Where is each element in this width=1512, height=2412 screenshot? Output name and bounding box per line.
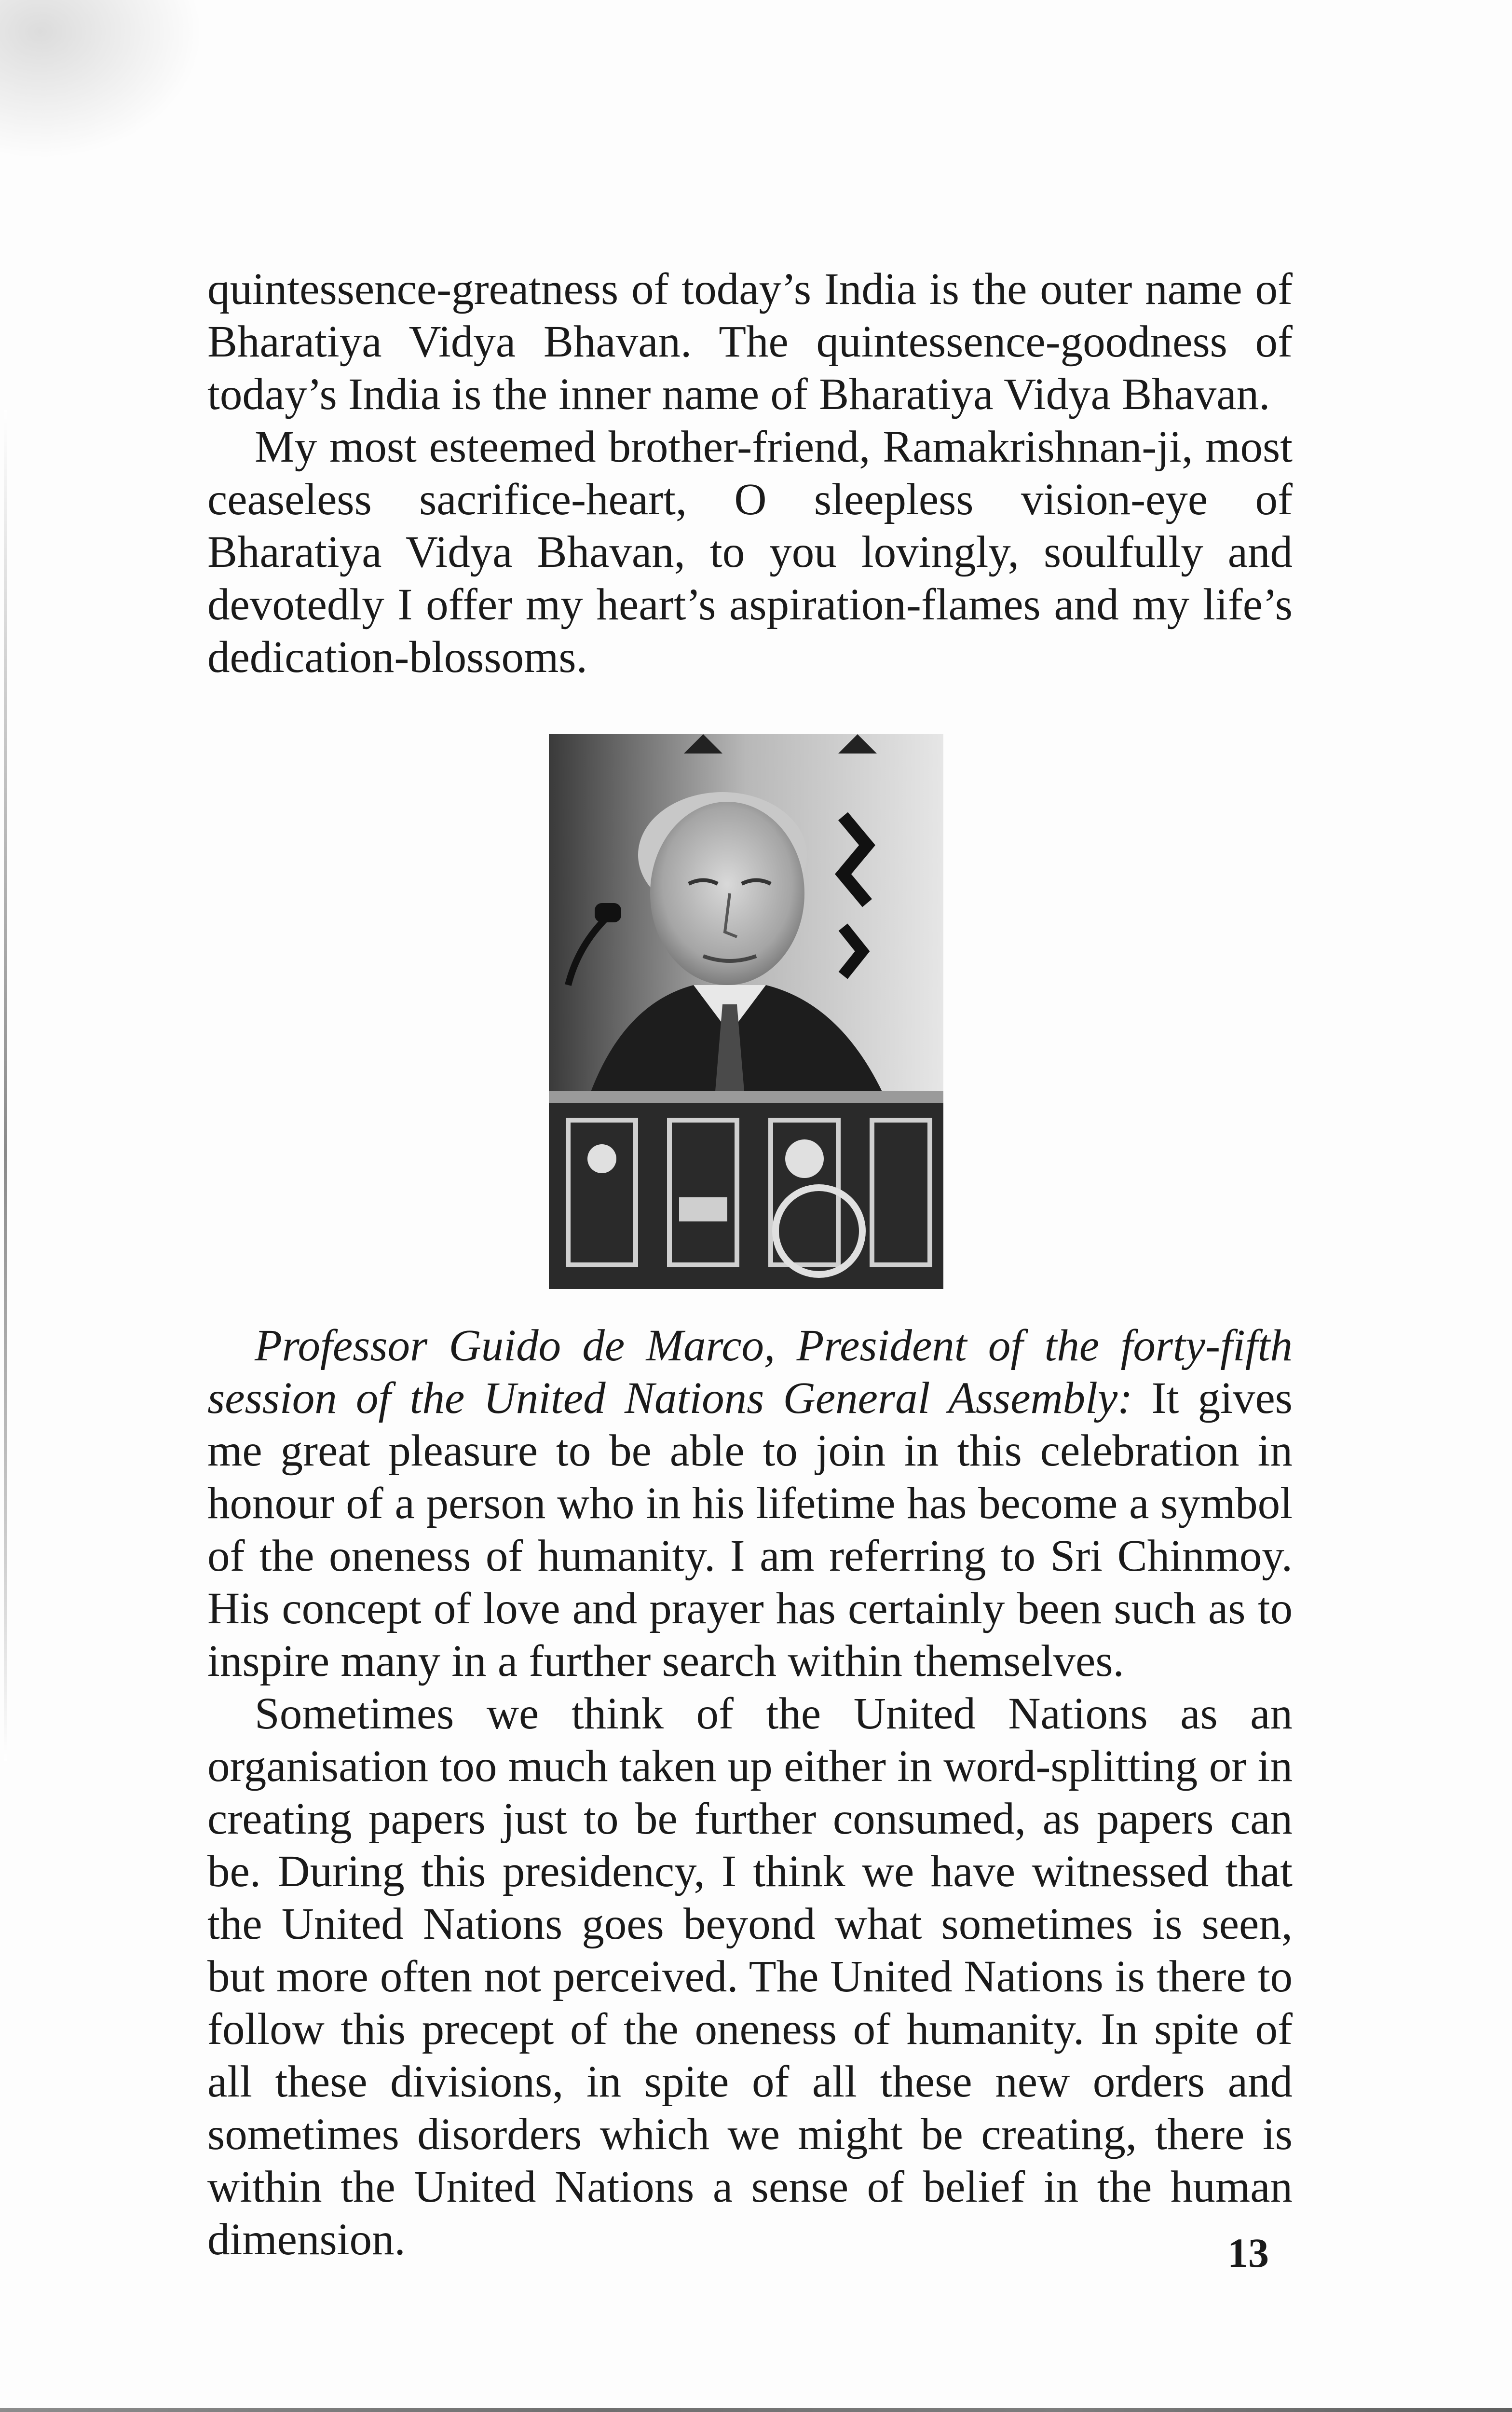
paragraph-united-nations: Sometimes we think of the United Nations as an organisation too much taken up either in word-splitting or in creating papers just to be further consumed, as papers can be. During this presidency, I think we have witnessed that the United Nations goes beyond what sometimes is seen, but more often not perceived. The United Nations is there to follow this precept of the oneness of humanity. In spite of all these divisions, in spite of all these new orders and sometimes disorders which we might be creating, there is within the United Nations a sense of belief in the human dimension. bbox=[207, 1689, 1293, 2264]
speaker-text: It gives me great pleasure to be able to join in this celebration in honour of a person who in his lifetime has become a symbol of the oneness of humanity. I am referring to Sri Chinmoy. His concept of love and prayer has certainly been such as to inspire many in a further search within themselves. bbox=[207, 1373, 1293, 1686]
speaker-paragraph bbox=[207, 1319, 1293, 1687]
portrait-photo bbox=[549, 734, 943, 1289]
bottom-text-block bbox=[207, 1319, 1293, 2266]
paragraph-dedication: My most esteemed brother-friend, Ramakrishnan-ji, most ceaseless sacrifice-heart, O sleepless vision-eye of Bharatiya Vidya Bhavan, to you lovingly, soulfully and devotedly I offer my heart’s aspiration-flames and my life’s dedication-blossoms. bbox=[207, 422, 1293, 682]
paragraph-continued: quintessence-greatness of today’s India is the outer name of Bharatiya Vidya Bhavan. The quintessence-goodness of today’s India is the inner name of Bharatiya Vidya Bhavan. bbox=[207, 264, 1293, 419]
scan-smudge bbox=[0, 0, 203, 159]
portrait-photo-icon bbox=[549, 734, 943, 1289]
scan-footer-bar bbox=[0, 2408, 1512, 2412]
top-text-block bbox=[207, 263, 1293, 684]
speaker-intro: Professor Guido de Marco, President of the forty-fifth session of the United Nations General Assembly: bbox=[207, 1321, 1293, 1423]
page-number: 13 bbox=[1227, 2230, 1269, 2276]
scan-edge-shadow bbox=[4, 410, 7, 1761]
